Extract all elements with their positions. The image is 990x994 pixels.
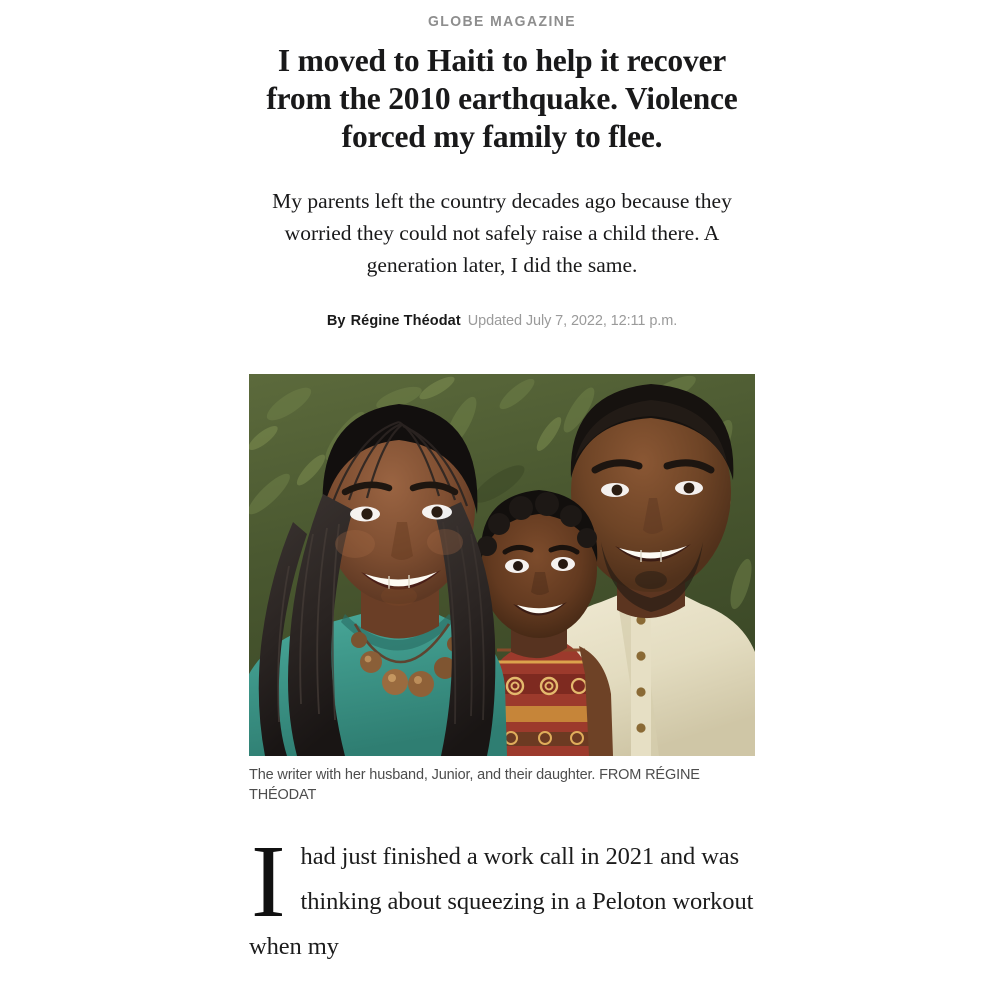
figure-caption: The writer with her husband, Junior, and their daughter. FROM RÉGINE THÉODAT [249, 767, 700, 803]
byline [249, 311, 755, 331]
byline-by-label: By [326, 313, 346, 329]
byline-timestamp: Updated July 7, 2022, 12:11 p.m. [467, 313, 678, 329]
section-kicker[interactable]: GLOBE MAGAZINE [427, 13, 577, 30]
article-body [249, 824, 755, 969]
body-paragraph-text: had just finished a work call in 2021 and was thinking about squeezing in a Peloton workout when my [249, 843, 754, 960]
page-title: I moved to Haiti to help it recover from the 2010 earthquake. Violence forced my family to flee. [266, 43, 738, 154]
article-figure [249, 374, 755, 805]
byline-author[interactable]: Régine Théodat [350, 313, 461, 329]
body-paragraph-first [249, 824, 755, 969]
article-deck: My parents left the country decades ago because they worried they could not safely raise a child there. A generation later, I did the same. [272, 189, 732, 277]
article-container [249, 0, 755, 994]
article-photo [249, 374, 755, 756]
drop-cap: I [251, 824, 286, 939]
family-selfie-photo-image [249, 374, 755, 756]
